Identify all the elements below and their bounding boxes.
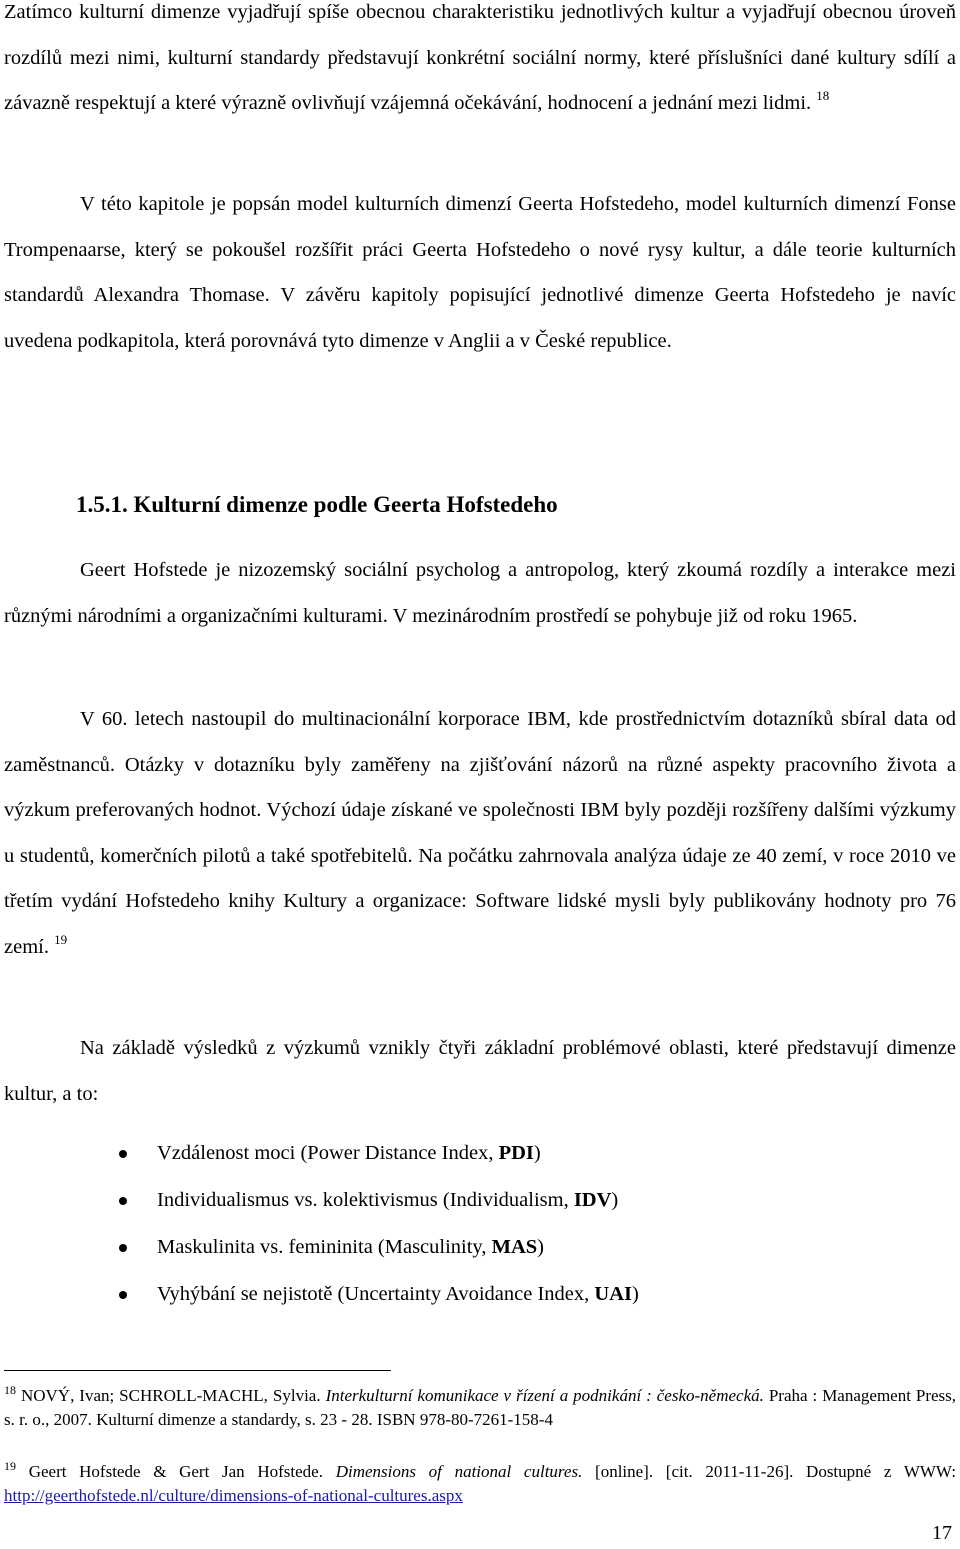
footnote-ref-18[interactable]: 18 [816,88,830,103]
section-title: Kulturní dimenze podle Geerta Hofstedeho [133,492,558,517]
footnote-19: $^{19}$ Geert Hofstede & Gert Jan Hofstede. Dimensions of national cultures. [online]. [cit. 2011-11-26]. Dostupné z WWW: http://geerthofstede.nl/culture/dimensions-of-national-cultures.aspx [4,1459,957,1505]
section-number: 1.5.1. [76,492,128,517]
paragraph-cultural-standards: Zatímco kulturní dimenze vyjadřují spíše obecnou charakteristiku jednotlivých kultur a vyjadřují obecnou úroveň rozdílů mezi nimi, kulturní standardy představují konkrétní sociální normy, které příslušníci dané kultury sdílí a závazně respektují a které výrazně ovlivňují vzájemná očekávání, hodnocení a jednání mezi lidmi. $^{18}$ [4,1,956,114]
list-item: Individualismus vs. kolektivismus (Individualism, IDV) [0,1177,960,1224]
list-item: Maskulinita vs. femininita (Masculinity, MAS) [0,1224,960,1271]
dimensions-list [0,1130,960,1318]
list-item: Vzdálenost moci (Power Distance Index, PDI) [0,1130,960,1177]
footnote-18: $^{18}$ NOVÝ, Ivan; SCHROLL-MACHL, Sylvia. Interkulturní komunikace v řízení a podnikání : česko-německá. Praha : Management Press, s. r. o., 2007. Kulturní dimenze a standardy, s. 23 - 28. ISBN 978-80-7261-158-4 [4,1383,957,1429]
footnote-divider [4,1370,391,1371]
footnote-link[interactable]: http://geerthofstede.nl/culture/dimensions-of-national-cultures.aspx [4,1486,463,1505]
list-item: Vyhýbání se nejistotě (Uncertainty Avoidance Index, UAI) [0,1271,960,1318]
bullet-icon [119,1197,127,1205]
section-heading [76,492,558,518]
bullet-icon [119,1291,127,1299]
paragraph-chapter-overview: V této kapitole je popsán model kulturních dimenzí Geerta Hofstedeho, model kulturních dimenzí Fonse Trompenaarse, který se pokoušel rozšířit práci Geerta Hofstedeho o nové rysy kultur, a dále teorie kulturních standardů Alexandra Thomase. V závěru kapitoly popisující jednotlivé dimenze Geerta Hofstedeho je navíc uvedena podkapitola, která porovnává tyto dimenze v Anglii a v České republice. [4,193,956,352]
bullet-icon [119,1244,127,1252]
bullet-icon [119,1150,127,1158]
page-number: 17 [932,1522,952,1544]
paragraph-ibm-research: V 60. letech nastoupil do multinacionální korporace IBM, kde prostřednictvím dotazníků sbíral data od zaměstnanců. Otázky v dotazníku byly zaměřeny na zjišťování názorů na různé aspekty pracovního života a výzkum preferovaných hodnot. Výchozí údaje získané ve společnosti IBM byly později rozšířeny dalšími výzkumy u studentů, komerčních pilotů a také spotřebitelů. Na počátku zahrnovala analýza údaje ze 40 zemí, v roce 2010 ve třetím vydání Hofstedeho knihy Kultury a organizace: Software lidské mysli byly publikovány hodnoty pro 76 zemí. $^{19}$ [4,708,956,958]
footnote-ref-19[interactable]: 19 [54,931,68,947]
paragraph-hofstede-intro: Geert Hofstede je nizozemský sociální psycholog a antropolog, který zkoumá rozdíly a interakce mezi různými národními a organizačními kulturami. V mezinárodním prostředí se pohybuje již od roku 1965. [4,559,956,627]
paragraph-dimensions-intro: Na základě výsledků z výzkumů vznikly čtyři základní problémové oblasti, které představují dimenze kultur, a to: [4,1037,956,1105]
